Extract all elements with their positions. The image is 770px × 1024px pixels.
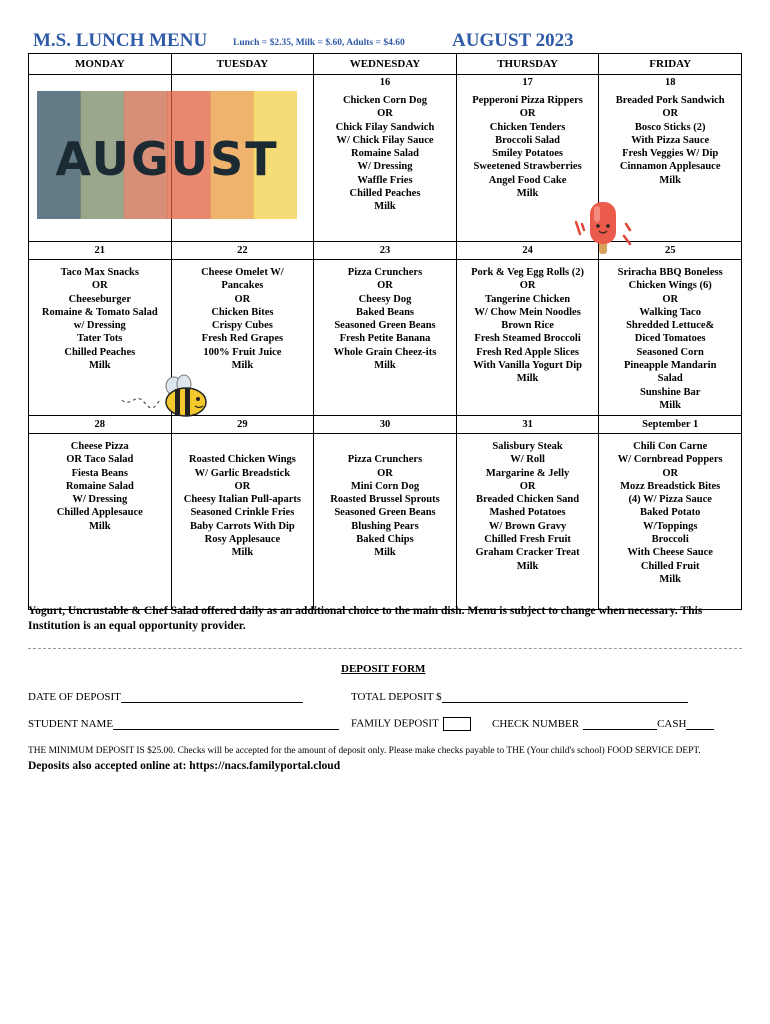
bee-image bbox=[120, 372, 216, 418]
cut-line bbox=[28, 648, 742, 649]
day-date: 29 bbox=[171, 416, 314, 434]
day-date: 28 bbox=[29, 416, 172, 434]
total-deposit-blank[interactable] bbox=[442, 692, 688, 703]
menu-note: Yogurt, Uncrustable & Chef Salad offered daily as an additional choice to the main dish. Menu is subject to change when necessary. This Institution is an equal opportunity provider. bbox=[28, 604, 703, 632]
menu-items: Pizza Crunchers OR Cheesy Dog Baked Beans Seasoned Green Beans Fresh Petite Banana Whole Grain Cheez-its Milk bbox=[333, 267, 437, 372]
menu-items: Breaded Pork Sandwich OR Bosco Sticks (2) With Pizza Sauce Fresh Veggies W/ Dip Cinnamon Applesauce Milk bbox=[615, 95, 725, 186]
check-number-field[interactable] bbox=[492, 718, 714, 730]
day-date: 22 bbox=[171, 242, 314, 260]
minimum-deposit-note: THE MINIMUM DEPOSIT IS $25.00. Checks will be accepted for the amount of deposit only. Please make checks payable to THE (Your child's school) FOOD SERVICE DEPT. bbox=[28, 746, 701, 756]
menu-items: Pork & Veg Egg Rolls (2) OR Tangerine Chicken W/ Chow Mein Noodles Brown Rice Fresh Steamed Broccoli Fresh Red Apple Slices With Vanilla Yogurt Dip Milk bbox=[471, 267, 585, 385]
day-date: 30 bbox=[314, 416, 457, 434]
date-of-deposit-field[interactable] bbox=[28, 691, 303, 703]
menu-cell bbox=[599, 260, 742, 416]
menu-cell bbox=[314, 434, 457, 610]
check-number-blank[interactable] bbox=[583, 719, 657, 730]
menu-items bbox=[172, 75, 314, 81]
student-name-field[interactable] bbox=[28, 718, 339, 730]
menu-items: Pepperoni Pizza Rippers OR Chicken Tenders Broccoli Salad Smiley Potatoes Sweetened Strawberries Angel Food Cake Milk bbox=[472, 95, 583, 200]
day-header: MONDAY bbox=[29, 54, 172, 75]
menu-items: Sriracha BBQ Boneless Chicken Wings (6) OR Walking Taco Shredded Lettuce& Diced Tomatoes Seasoned Corn Pineapple Mandarin Salad Sunshine Bar Milk bbox=[617, 267, 723, 411]
menu-cell bbox=[29, 434, 172, 610]
day-date: 21 bbox=[29, 242, 172, 260]
day-date: 23 bbox=[314, 242, 457, 260]
cash-label: CASH bbox=[657, 718, 687, 730]
menu-cell bbox=[314, 260, 457, 416]
cash-blank[interactable] bbox=[686, 719, 714, 730]
popsicle-image bbox=[572, 200, 634, 256]
menu-items: Pizza Crunchers OR Mini Corn Dog Roasted Brussel Sprouts Seasoned Green Beans Blushing Pears Baked Chips Milk bbox=[330, 454, 440, 559]
day-header: FRIDAY bbox=[599, 54, 742, 75]
menu-items bbox=[29, 75, 171, 81]
menu-items: Salisbury Steak W/ Roll Margarine & Jelly OR Breaded Chicken Sand Mashed Potatoes W/ Brown Gravy Chilled Fresh Fruit Graham Cracker Treat Milk bbox=[475, 441, 580, 572]
day-header: WEDNESDAY bbox=[314, 54, 457, 75]
day-header: THURSDAY bbox=[456, 54, 599, 75]
day-date: 18 bbox=[664, 77, 676, 88]
menu-cell bbox=[171, 434, 314, 610]
day-date: September 1 bbox=[599, 416, 742, 434]
price-info: Lunch = $2.35, Milk = $.60, Adults = $4.60 bbox=[233, 38, 405, 48]
day-header: TUESDAY bbox=[171, 54, 314, 75]
online-deposit-link[interactable]: Deposits also accepted online at: https://nacs.familyportal.cloud bbox=[28, 760, 341, 772]
student-name-blank[interactable] bbox=[113, 719, 339, 730]
month-title: AUGUST 2023 bbox=[452, 30, 574, 51]
day-date: 25 bbox=[599, 242, 742, 260]
family-deposit-label: FAMILY DEPOSIT bbox=[351, 717, 439, 730]
check-number-label: CHECK NUMBER bbox=[492, 718, 580, 730]
menu-cell bbox=[599, 434, 742, 610]
menu-cell bbox=[456, 434, 599, 610]
total-deposit-label: TOTAL DEPOSIT $ bbox=[351, 691, 442, 703]
menu-items: Roasted Chicken Wings W/ Garlic Breadstick OR Cheesy Italian Pull-aparts Seasoned Crinkle Fries Baby Carrots With Dip Rosy Applesauce Milk bbox=[183, 454, 302, 559]
day-date: 16 bbox=[379, 77, 391, 88]
menu-items: Cheese Omelet W/ Pancakes OR Chicken Bites Crispy Cubes Fresh Red Grapes 100% Fruit Juice Milk bbox=[201, 267, 284, 372]
day-date: 17 bbox=[522, 77, 533, 88]
menu-cell bbox=[456, 260, 599, 416]
menu-items: Chicken Corn Dog OR Chick Filay Sandwich W/ Chick Filay Sauce Romaine Salad W/ Dressing Waffle Fries Chilled Peaches Milk bbox=[335, 95, 435, 213]
minimum-deposit-text bbox=[28, 744, 743, 775]
date-of-deposit-label: DATE OF DEPOSIT bbox=[28, 691, 121, 703]
total-deposit-field[interactable] bbox=[351, 691, 688, 703]
day-date: 24 bbox=[456, 242, 599, 260]
menu-items: Chili Con Carne W/ Cornbread Poppers OR Mozz Breadstick Bites (4) W/ Pizza Sauce Baked Potato W/Toppings Broccoli With Cheese Sauce Chilled Fruit Milk bbox=[617, 441, 723, 585]
family-deposit-field[interactable] bbox=[351, 717, 471, 731]
family-deposit-checkbox[interactable] bbox=[443, 717, 471, 731]
menu-cell bbox=[314, 75, 457, 242]
menu-title: M.S. LUNCH MENU bbox=[33, 30, 208, 51]
student-name-label: STUDENT NAME bbox=[28, 718, 114, 730]
menu-items: Taco Max Snacks OR Cheeseburger Romaine & Tomato Salad w/ Dressing Tater Tots Chilled Peaches Milk bbox=[41, 267, 158, 372]
august-banner-image bbox=[37, 91, 297, 219]
day-date: 31 bbox=[456, 416, 599, 434]
menu-items: Cheese Pizza OR Taco Salad Fiesta Beans Romaine Salad W/ Dressing Chilled Applesauce Milk bbox=[56, 441, 143, 532]
date-of-deposit-blank[interactable] bbox=[121, 692, 303, 703]
deposit-form-title: DEPOSIT FORM bbox=[341, 663, 426, 675]
august-word: AUGUST bbox=[55, 132, 279, 186]
